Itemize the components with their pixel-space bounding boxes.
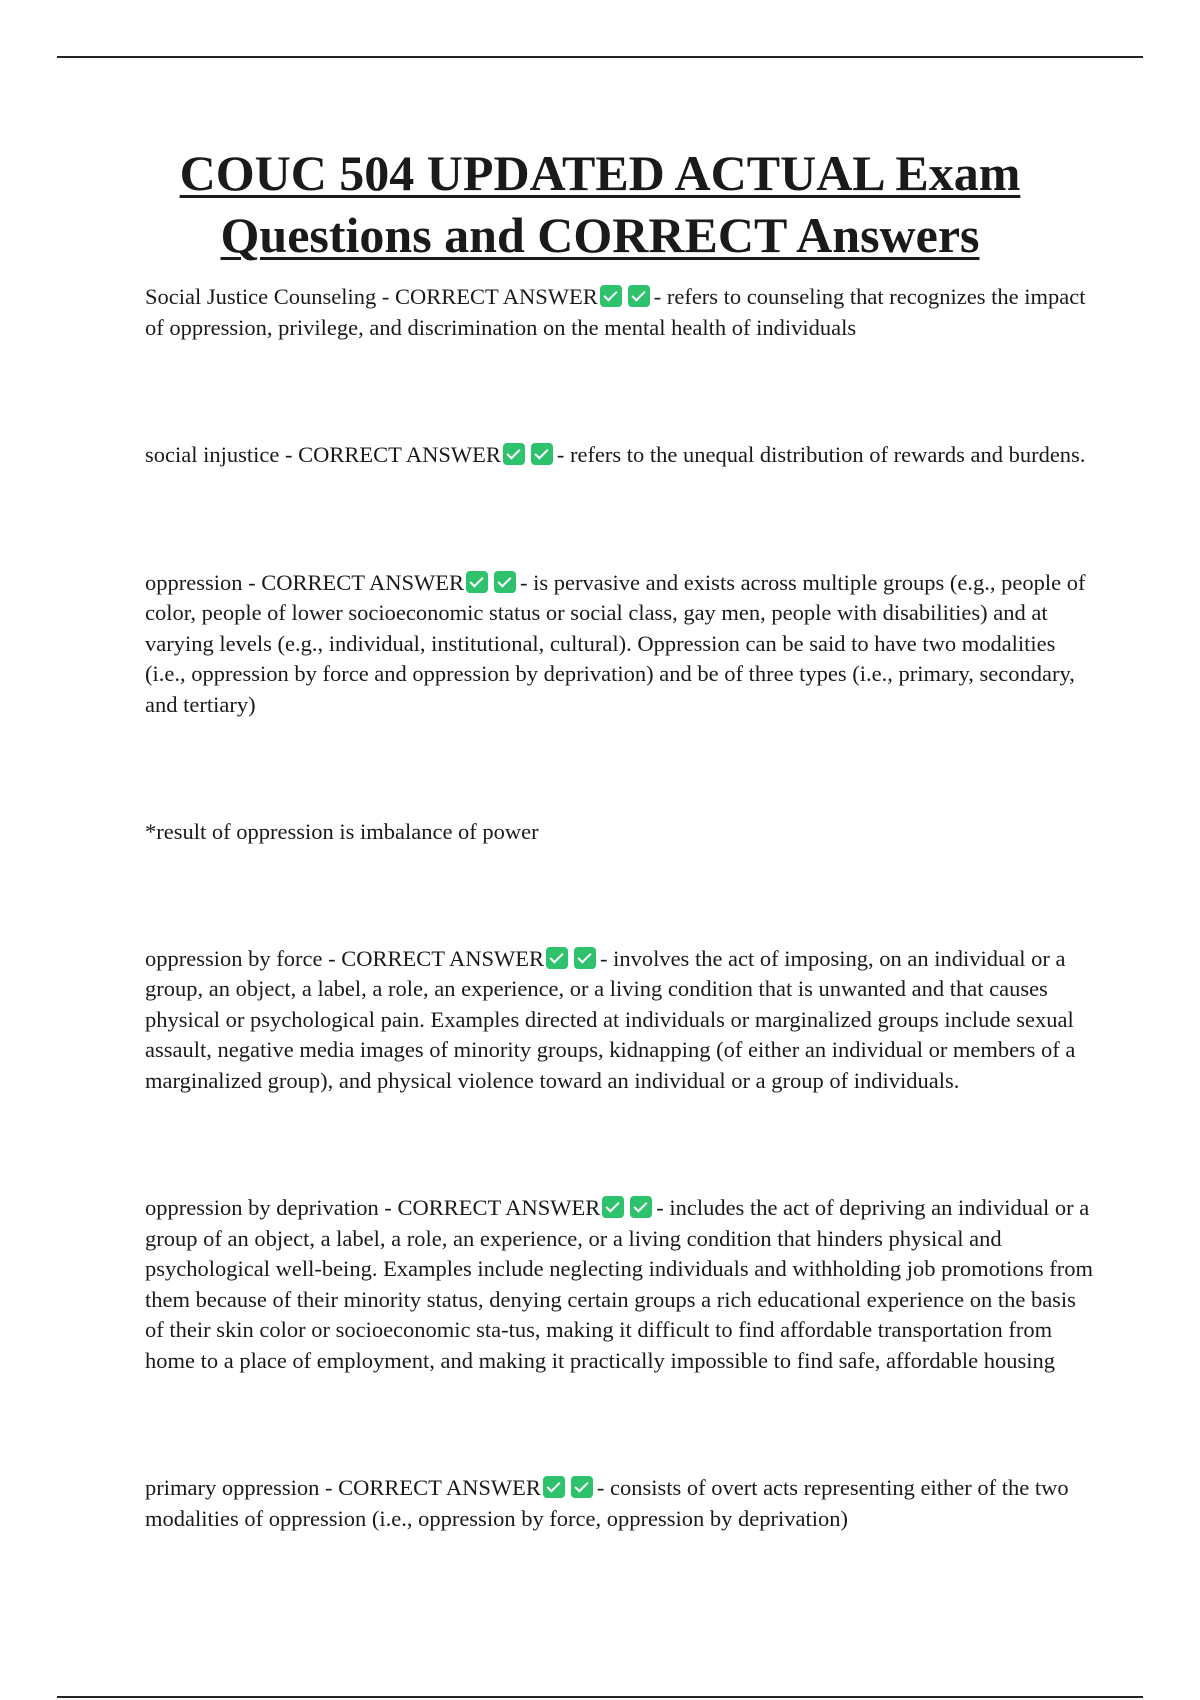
- qa-entry-social-justice-counseling: [145, 282, 1093, 343]
- entry-separator: -: [378, 1195, 398, 1220]
- entry-separator: -: [242, 569, 262, 595]
- check-icon: [571, 1476, 593, 1498]
- qa-entry-primary-oppression: [145, 1473, 1093, 1534]
- entry-separator: -: [322, 945, 342, 971]
- entry-term: primary oppression: [145, 1475, 320, 1500]
- qa-entry-social-injustice: [145, 440, 1093, 471]
- check-icon: [600, 285, 622, 307]
- correct-answer-label: CORRECT ANSWER: [261, 569, 464, 595]
- entry-separator: -: [279, 442, 299, 467]
- entry-definition: - refers to counseling that recognizes the impact of oppression, privilege, and discrimination on the mental health of individuals: [145, 284, 1086, 340]
- check-icon: [466, 571, 488, 593]
- qa-entry-oppression-by-deprivation: [145, 1193, 1093, 1376]
- entry-term: Social Justice Counseling: [145, 284, 377, 309]
- document-title: [100, 142, 1100, 266]
- entry-definition: - consists of overt acts representing either of the two modalities of oppression (i.e., oppression by force, oppression by deprivation): [145, 1475, 1069, 1531]
- check-icon: [628, 285, 650, 307]
- qa-entry-oppression-by-force: [145, 944, 1093, 1097]
- entry-term: oppression by deprivation: [145, 1195, 379, 1220]
- correct-answer-label: CORRECT ANSWER: [338, 1475, 541, 1500]
- check-icon: [602, 1196, 624, 1218]
- entry-definition: - involves the act of imposing, on an individual or a group, an object, a label, a role, an experience, or a living condition that is unwanted and that causes physical or psychological pain. Examples directed at individuals or marginalized groups include sexual assault, negative media images of minority groups, kidnapping (of either an individual or members of a marginalized group), and physical violence toward an individual or a group of individuals.: [145, 945, 1076, 1093]
- correct-answer-label: CORRECT ANSWER: [397, 1195, 601, 1220]
- check-icon: [546, 947, 568, 969]
- check-icon: [630, 1196, 652, 1218]
- check-icon: [574, 947, 596, 969]
- title-line-1: COUC 504 UPDATED ACTUAL Exam: [179, 145, 1021, 201]
- entry-separator: -: [319, 1475, 339, 1500]
- entry-definition: - includes the act of depriving an individual or a group of an object, a label, a role, an experience, or a living condition that hinders physical and psychological well-being. Examples include neglecting individuals and withholding job promotions from them because of their minority status, denying certain groups a rich educational experience on the basis of their skin color or socioeconomic sta-tus, making it difficult to find affordable transportation from home to a place of employment, and making it practically impossible to find safe, affordable housing: [145, 1195, 1093, 1373]
- check-icon: [531, 443, 553, 465]
- top-rule: [57, 56, 1143, 58]
- qa-entry-oppression: [145, 568, 1093, 721]
- correct-answer-label: CORRECT ANSWER: [341, 945, 544, 971]
- entry-definition: - refers to the unequal distribution of rewards and burdens.: [556, 442, 1086, 467]
- entry-separator: -: [376, 284, 395, 309]
- qa-list: [145, 282, 1093, 1631]
- title-line-2: Questions and CORRECT Answers: [220, 207, 980, 263]
- check-icon: [503, 443, 525, 465]
- note-imbalance-of-power: *result of oppression is imbalance of power: [145, 819, 539, 844]
- entry-term: social injustice: [145, 442, 280, 467]
- bottom-rule: [57, 1696, 1143, 1698]
- correct-answer-label: CORRECT ANSWER: [298, 442, 501, 467]
- check-icon: [543, 1476, 565, 1498]
- entry-term: oppression by force: [145, 945, 323, 971]
- check-icon: [494, 571, 516, 593]
- entry-definition: - is pervasive and exists across multiple groups (e.g., people of color, people of lower socioeconomic status or social class, gay men, people with disabilities) and at varying levels (e.g., individual, institutional, cultural). Oppression can be said to have two modalities (i.e., oppression by force and oppression by deprivation) and be of three types (i.e., primary, secondary, and tertiary): [145, 569, 1086, 717]
- entry-term: oppression: [145, 569, 243, 595]
- correct-answer-label: CORRECT ANSWER: [394, 284, 598, 309]
